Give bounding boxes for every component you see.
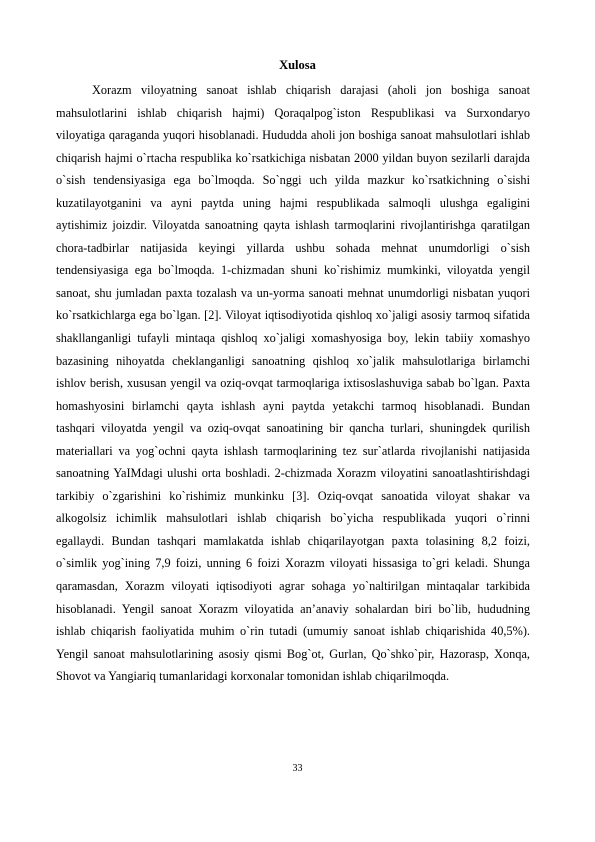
section-title: Xulosa [279,58,316,72]
body-paragraph: Xorazm viloyatning sanoat ishlab chiqarish darajasi (aholi jon boshiga sanoat mahsulotlarini ishlab chiqarish hajmi) Qoraqalpog`iston Respublikasi va Surxondaryo viloyatiga qaraganda yuqori hisoblanadi. Hududda aholi jon boshiga sanoat mahsulotlari ishlab chiqarish hajmi o`rtacha respublika ko`rsatkichiga nisbatan 2000 yildan buyon sezilarli darajda o`sish tendensiyasiga ega bo`lmoqda. So`nggi uch yilda mazkur ko`rsatkichning o`sishi kuzatilayotganini va ayni paytda uning hajmi respublikada salmoqli ulushga egaligini aytishimiz joizdir. Viloyatda sanoatning qayta ishlash tarmoqlarini rivojlantirishga qaratilgan chora-tadbirlar natijasida keyingi yillarda ushbu sohada mehnat unumdorligi o`sish tendensiyasiga ega bo`lmoqda. 1-chizmadan shuni ko`rishimiz mumkinki, viloyatda yengil sanoat, shu jumladan paxta tozalash va un-yorma sanoati mehnat unumdorligi nisbatan yuqori ko`rsatkichlarga ega bo`lgan. [2]. Viloyat iqtisodiyotida qishloq xo`jaligi asosiy tarmoq sifatida shakllanganligi tufayli mintaqa qishloq xo`jaligi xomashyosiga boy, lekin tabiiy xomashyo bazasining nihoyatda cheklanganligi sanoatning qishloq xo`jalik mahsulotlariga birlamchi ishlov berish, xususan yengil va oziq-ovqat tarmoqlariga ixtisoslashuviga sabab bo`lgan. Paxta homashyosini birlamchi qayta ishlash ayni paytda yetakchi tarmoq hisoblanadi. Bundan tashqari viloyatda yengil va oziq-ovqat sanoatining bir qancha turlari, shuningdek qurilish materiallari va yog`ochni qayta ishlash tarmoqlarining tez sur`atlarda rivojlanishi natijasida sanoatning YaIMdagi ulushi orta boshladi. 2-chizmada Xorazm viloyatini sanoatlashtirishdagi tarkibiy o`zgarishini ko`rishimiz munkinku [3]. Oziq-ovqat sanoatida viloyat shakar va alkogolsiz ichimlik mahsulotlari ishlab chiqarish bo`yicha respublikada yuqori o`rinni egallaydi. Bundan tashqari mamlakatda ishlab chiqarilayotgan paxta tolasining 8,2 foizi, o`simlik yog`ining 7,9 foizi, unning 6 foizi Xorazm viloyati hissasiga to`gri keladi. Shunga qaramasdan, Xorazm viloyati iqtisodiyoti agrar sohaga yo`naltirilgan mintaqalar tarkibida hisoblanadi. Yengil sanoat Xorazm viloyatida an’anaviy sohalardan biri bo`lib, hududning ishlab chiqarish faoliyatida muhim o`rin tutadi (umumiy sanoat ishlab chiqarishida 40,5%). Yengil sanoat mahsulotlarining asosiy qismi Bog`ot, Gurlan, Qo`shko`pir, Hazorasp, Xonqa, Shovot va Yangiariq tumanlaridagi korxonalar tomonidan ishlab chiqarilmoqda. [56,83,530,684]
page-number: 33 [292,763,303,774]
